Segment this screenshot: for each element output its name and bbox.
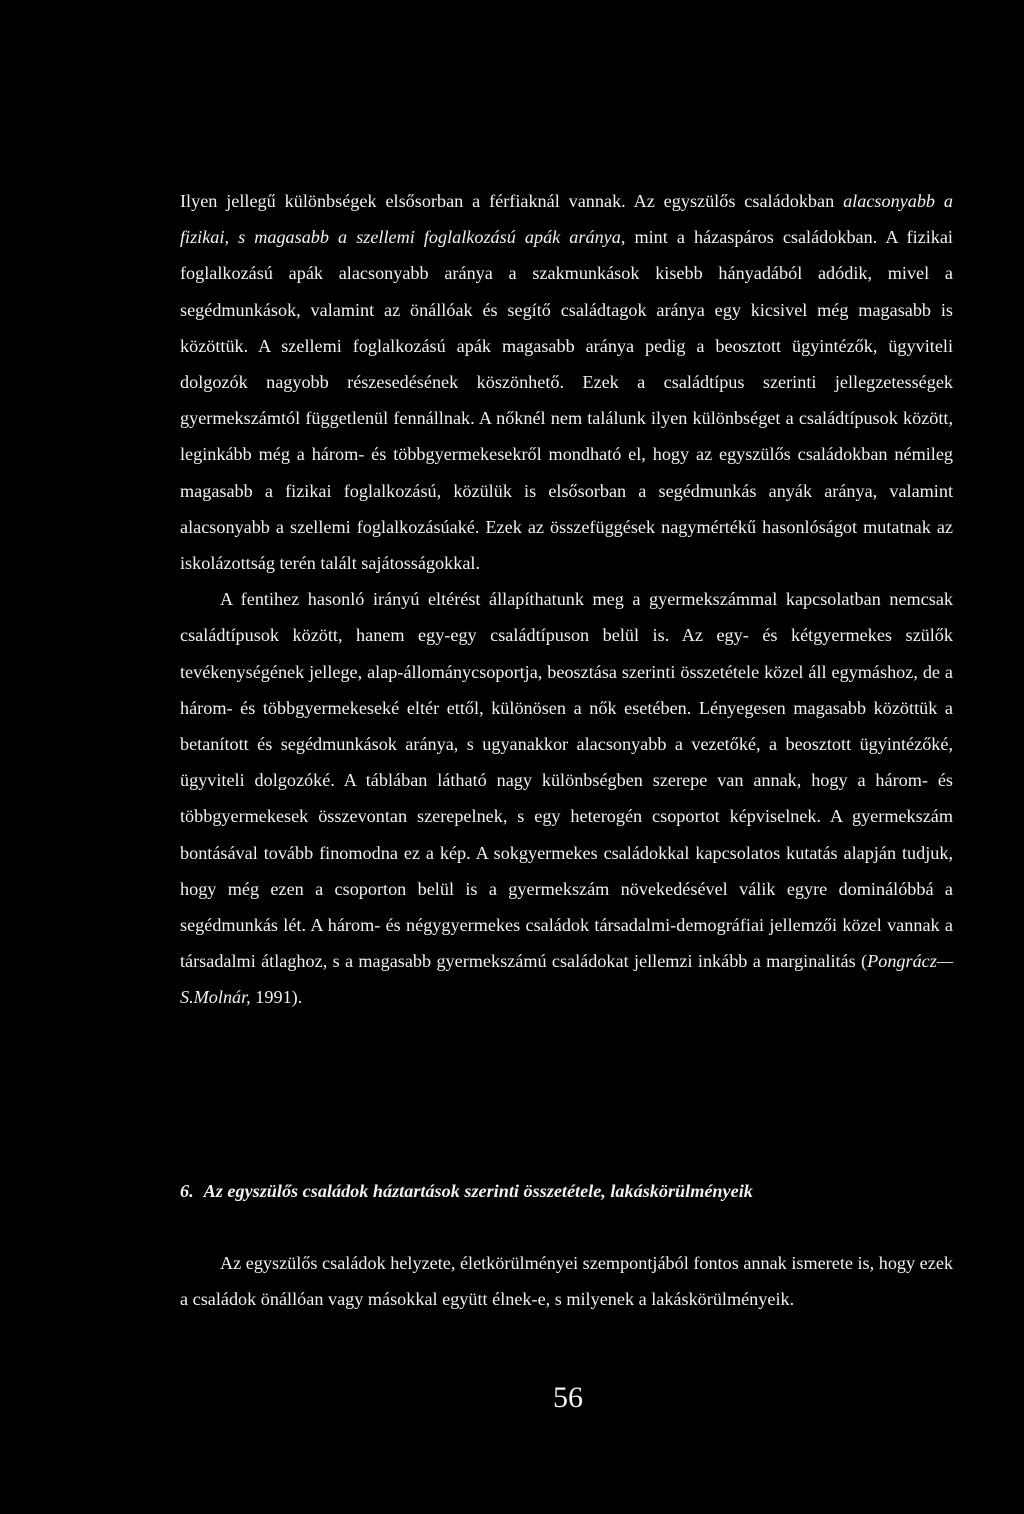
paragraph-1-emphasis: alacsonyabb a fizikai, s magasabb a szellemi foglalkozású apák aránya, <box>180 191 953 248</box>
paragraph-3: Az egyszülős családok helyzete, életkörülményei szempontjából fontos annak ismerete is, hogy ezek a családok önállóan vagy másokkal együtt élnek-e, s milyenek a lakáskörülményeik. <box>180 1253 953 1310</box>
paragraph-1-text-a: Ilyen jellegű különbségek elsősorban a férfiaknál vannak. Az egyszülős családokban <box>180 191 844 211</box>
paragraph-1 <box>180 183 953 581</box>
paragraph-1-text-b: mint a házaspáros családokban. A fizikai foglalkozású apák alacsonyabb aránya a szakmunkások kisebb hányadából adódik, mivel a segédmunkások, valamint az önállóak és segítő családtagok aránya egy kicsivel még magasabb is közöttük. A szellemi foglalkozású apák magasabb aránya pedig a beosztott ügyintézők, ügyviteli dolgozók nagyobb részesedésének köszönhető. Ezek a családtípus szerinti jellegzetességek gyermekszámtól függetlenül fennállnak. A nőknél nem találunk ilyen különbséget a családtípusok között, leginkább még a három- és többgyermekesekről mondható el, hogy az egyszülős családokban némileg magasabb a fizikai foglalkozású, közülük is elsősorban a segédmunkás anyák aránya, valamint alacsonyabb a szellemi foglalkozásúaké. Ezek az összefüggések nagymértékű hasonlóságot mutatnak az iskolázottság terén talált sajátosságokkal. <box>180 227 953 574</box>
citation-authors: Pongrácz—S.Molnár, <box>180 951 953 1008</box>
section-number: 6. <box>180 1181 194 1201</box>
page-number: 56 <box>553 1381 583 1414</box>
paragraph-2-text: A fentihez hasonló irányú eltérést állapíthatunk meg a gyermekszámmal kapcsolatban nemcsak családtípusok között, hanem egy-egy családtípuson belül is. Az egy- és kétgyermekes szülők tevékenységének jellege, alap-állománycsoportja, beosztása szerinti összetétele közel áll egymáshoz, de a három- és többgyermekeseké eltér ettől, különösen a nők esetében. Lényegesen magasabb közöttük a betanított és segédmunkások aránya, s ugyanakkor alacsonyabb a vezetőké, a beosztott ügyintézőké, ügyviteli dolgozóké. A táblában látható nagy különbségben szerepe van annak, hogy a három- és többgyermekesek összevontan szerepelnek, s egy heterogén csoportot képviselnek. A gyermekszám bontásával tovább finomodna ez a kép. A sokgyermekes családokkal kapcsolatos kutatás alapján tudjuk, hogy még ezen a csoporton belül is a gyermekszám növekedésével válik egyre dominálóbbá a segédmunkás lét. A három- és négygyermekes családok társadalmi-demográfiai jellemzői közel vannak a társadalmi átlaghoz, s a magasabb gyermekszámú családokat jellemzi inkább a marginalitás ( <box>180 589 953 972</box>
citation-year: 1991). <box>250 987 303 1008</box>
section-title: Az egyszülős családok háztartások szerinti összetétele, lakáskörülményeik <box>203 1181 753 1201</box>
section-heading <box>180 1176 753 1206</box>
paragraph-2 <box>180 581 953 1015</box>
page-body <box>180 183 953 1016</box>
